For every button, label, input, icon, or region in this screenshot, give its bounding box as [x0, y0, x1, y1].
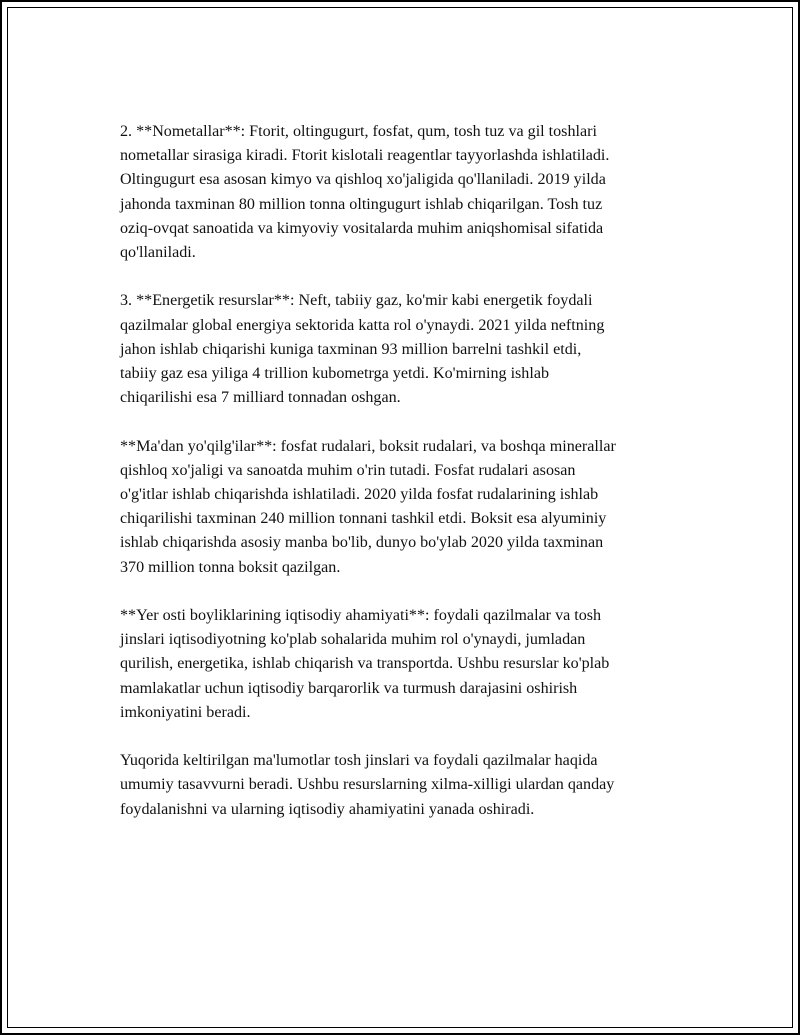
paragraph-iqtisodiy-ahamiyati: **Yer osti boyliklarining iqtisodiy ahamiyati**: foydali qazilmalar va tosh jinslari iqtisodiyotning ko'plab sohalarida muhim rol o'ynaydi, jumladan qurilish, energetika, ishlab chiqarish va transportda. Ushbu resurslar ko'plab mamlakatlar uchun iqtisodiy barqarorlik va turmush darajasini oshirish imkoniyatini beradi.	[120, 607, 610, 721]
document-body	[120, 120, 695, 846]
paragraph-madan-yoqilgilar: **Ma'dan yo'qilg'ilar**: fosfat rudalari, boksit rudalari, va boshqa minerallar qishloq xo'jaligi va sanoatda muhim o'rin tutadi. Fosfat rudalari asosan o'g'itlar ishlab chiqarishda ishlatiladi. 2020 yilda fosfat rudalarining ishlab chiqarilishi taxminan 240 million tonnani tashkil etdi. Boksit esa alyuminiy ishlab chiqarishda asosiy manba bo'lib, dunyo bo'ylab 2020 yilda taxminan 370 million tonna boksit qazilgan.	[120, 437, 616, 576]
paragraph-energetik-resurslar: 3. **Energetik resurslar**: Neft, tabiiy gaz, ko'mir kabi energetik foydali qazilmalar global energiya sektorida katta rol o'ynaydi. 2021 yilda neftning jahon ishlab chiqarishi kuniga taxminan 93 million barrelni tashkil etdi, tabiiy gaz esa yiliga 4 trillion kubometrga yetdi. Ko'mirning ishlab chiqarilishi esa 7 milliard tonnadan oshgan.	[120, 292, 605, 407]
paragraph-nometallar: 2. **Nometallar**: Ftorit, oltingugurt, fosfat, qum, tosh tuz va gil toshlari nometallar sirasiga kiradi. Ftorit kislotali reagentlar tayyorlashda ishlatiladi. Oltingugurt esa asosan kimyo va qishloq xo'jaligida qo'llaniladi. 2019 yilda jahonda taxminan 80 million tonna oltingugurt ishlab chiqarilgan. Tosh tuz oziq-ovqat sanoatida va kimyoviy vositalarda muhim aniqshomisal sifatida qo'llaniladi.	[120, 123, 610, 262]
paragraph-conclusion: Yuqorida keltirilgan ma'lumotlar tosh jinslari va foydali qazilmalar haqida umumiy tasavvurni beradi. Ushbu resurslarning xilma-xilligi ulardan qanday foydalanishni va ularning iqtisodiy ahamiyatini yanada oshiradi.	[120, 752, 615, 818]
